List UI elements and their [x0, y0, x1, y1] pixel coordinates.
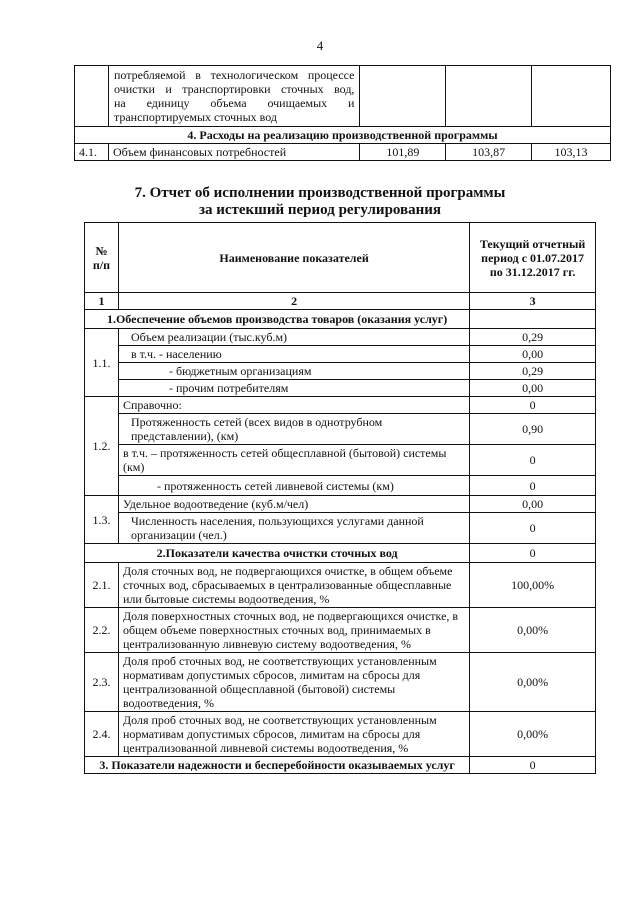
row-number: 2.2. [85, 608, 119, 653]
table-row: 2.2. Доля поверхностных сточных вод, не подвергающихся очистке, в общем объеме поверхностных сточных вод, принимаемых в централизованную ливневую систему водоотведения, % 0,00% [85, 608, 596, 653]
row-number: 1.2. [85, 397, 119, 496]
row-number: 2.1. [85, 563, 119, 608]
table-row [75, 66, 611, 127]
section3-title: 3. Показатели надежности и бесперебойности оказываемых услуг [85, 757, 470, 774]
table-row: Численность населения, пользующихся услугами данной организации (чел.) 0 [85, 513, 596, 544]
table-row: 1.3. Удельное водоотведение (куб.м/чел) 0,00 [85, 496, 596, 513]
value-cell: 101,89 [360, 144, 446, 161]
section-row [85, 544, 596, 563]
section-row [85, 757, 596, 774]
header-row [85, 223, 596, 293]
table-row: 2.4. Доля проб сточных вод, не соответствующих установленным нормативам допустимых сбросов, лимитам на сбросы для централизованной ливневой системы водоотведения, % 0,00% [85, 712, 596, 757]
table-row: - прочим потребителям 0,00 [85, 380, 596, 397]
top-table [74, 65, 611, 161]
table-row: 1.2. Справочно: 0 [85, 397, 596, 414]
table-row: Протяженность сетей (всех видов в однотрубном представлении), (км) 0,90 [85, 414, 596, 445]
section-row [85, 310, 596, 329]
section3-value: 0 [470, 757, 596, 774]
header-num: № п/п [85, 223, 119, 293]
continuation-description: потребляемой в технологическом процессе очистки и транспортировки сточных вод, на единицу объема очищаемых и транспортируемых сточных вод [108, 66, 359, 127]
header-period: Текущий отчетный период с 01.07.2017 по 31.12.2017 гг. [470, 223, 596, 293]
table-row: - протяженность сетей ливневой системы (км) 0 [85, 476, 596, 496]
row-number: 4.1. [75, 144, 109, 161]
value-cell: 103,87 [446, 144, 532, 161]
section4-header: 4. Расходы на реализацию производственной программы [75, 127, 611, 144]
row-number: 1.3. [85, 496, 119, 544]
table-row: в т.ч. – протяженность сетей общесплавной (бытовой) системы (км) 0 [85, 445, 596, 476]
table-row: - бюджетным организациям 0,29 [85, 363, 596, 380]
row-number: 2.4. [85, 712, 119, 757]
row-number: 2.3. [85, 653, 119, 712]
section7-title: 7. Отчет об исполнении производственной программы за истекший период регулирования [134, 185, 506, 218]
table-row: в т.ч. - населению 0,00 [85, 346, 596, 363]
table-row [75, 144, 611, 161]
report-table [84, 222, 596, 774]
section2-value: 0 [470, 544, 596, 563]
page-number: 4 [316, 38, 324, 53]
section1-title: 1.Обеспечение объемов производства товаров (оказания услуг) [85, 310, 470, 329]
header-name: Наименование показателей [118, 223, 469, 293]
section2-title: 2.Показатели качества очистки сточных вод [85, 544, 470, 563]
row-number: 1.1. [85, 329, 119, 397]
value-cell: 103,13 [532, 144, 611, 161]
column-numbers-row: 1 2 3 [85, 293, 596, 310]
section-header-row [75, 127, 611, 144]
table-row: 2.3. Доля проб сточных вод, не соответствующих установленным нормативам допустимых сбросов, лимитам на сбросы для централизованной общесплавной (бытовой) системы водоотведения, % 0,00% [85, 653, 596, 712]
table-row: 2.1. Доля сточных вод, не подвергающихся очистке, в общем объеме сточных вод, сбрасываемых в централизованные общесплавные или бытовые системы водоотведения, % 100,00% [85, 563, 596, 608]
table-row: 1.1. Объем реализации (тыс.куб.м) 0,29 [85, 329, 596, 346]
row-name: Объем финансовых потребностей [108, 144, 359, 161]
